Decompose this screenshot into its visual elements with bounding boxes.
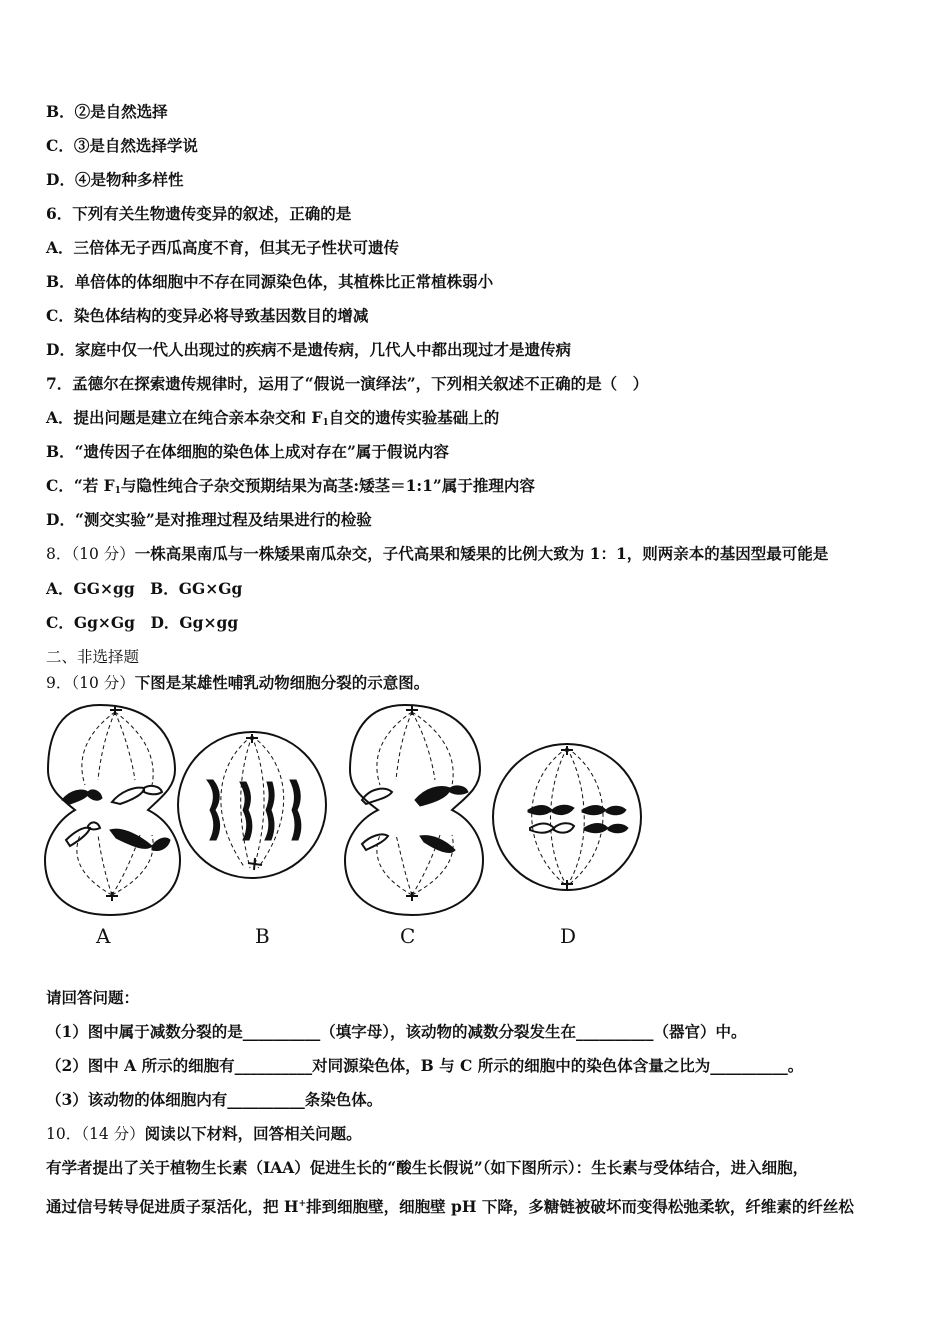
q9-stem: [46, 673, 429, 693]
q10-stem: [46, 1124, 362, 1144]
q6-stem: 6．下列有关生物遗传变异的叙述，正确的是: [46, 204, 352, 223]
cell-c-outline: [345, 705, 483, 915]
q9-part-3: （3）该动物的体细胞内有__________条染色体。: [46, 1090, 383, 1109]
cell-d-outline: [493, 744, 641, 890]
q8-text: 一株高果南瓜与一株矮果南瓜杂交，子代高果和矮果的比例大致为 1：1，则两亲本的基因型最可能是: [134, 544, 829, 563]
section-heading: 二、非选择题: [46, 648, 140, 666]
cell-b-outline: [178, 732, 326, 878]
label-d: D: [560, 924, 577, 948]
q7c-text-post: 与隐性纯合子杂交预期结果为高茎:矮茎＝1:1”属于推理内容: [120, 476, 535, 495]
q7-option-a: [46, 408, 499, 433]
q5-option-b: B．②是自然选择: [46, 102, 168, 121]
q10-text: 阅读以下材料，回答相关问题。: [144, 1124, 362, 1143]
label-b: B: [255, 924, 270, 948]
q8-number: 8．（10 分）: [46, 545, 135, 563]
q10-p2-superscript: +: [298, 1199, 307, 1209]
q8-stem: [46, 544, 828, 564]
cell-division-figure: [40, 700, 660, 955]
q6-option-a: A．三倍体无子西瓜高度不育，但其无子性状可遗传: [46, 238, 400, 257]
q7a-text-post: 自交的遗传实验基础上的: [328, 408, 500, 427]
q9-text: 下图是某雄性哺乳动物细胞分裂的示意图。: [134, 673, 430, 692]
q7-stem: 7．孟德尔在探索遗传规律时，运用了“假说一演绎法”，下列相关叙述不正确的是（ ）: [46, 374, 649, 393]
q6-option-d: D．家庭中仅一代人出现过的疾病不是遗传病，几代人中都出现过才是遗传病: [46, 340, 571, 359]
q5-option-d: D．④是物种多样性: [46, 170, 184, 189]
q10-p2-pre: 通过信号转导促进质子泵活化，把 H: [46, 1197, 299, 1216]
q6-option-b: B．单倍体的体细胞中不存在同源染色体，其植株比正常植株弱小: [46, 272, 494, 291]
q10-paragraph-line1: 有学者提出了关于植物生长素（IAA）促进生长的“酸生长假说”（如下图所示）：生长素与受体结合，进入细胞，: [46, 1158, 809, 1177]
q10-p2-post: 排到细胞壁，细胞壁 pH 下降，多糖链被破坏而变得松弛柔软，纤维素的纤丝松: [306, 1197, 854, 1216]
q5-option-c: C．③是自然选择学说: [46, 136, 198, 155]
q7-option-b: B．“遗传因子在体细胞的染色体上成对存在”属于假说内容: [46, 442, 449, 461]
q7-option-d: D．“测交实验”是对推理过程及结果进行的检验: [46, 510, 372, 529]
q10-number: 10．（14 分）: [46, 1125, 145, 1143]
q7-option-c: [46, 476, 535, 501]
q8-options-cd: C．Gg×Gg D．Gg×gg: [46, 613, 239, 632]
label-a: A: [96, 924, 111, 948]
q9-part-2: （2）图中 A 所示的细胞有__________对同源染色体，B 与 C 所示的细胞中的染色体含量之比为__________。: [46, 1056, 804, 1075]
q9-part-1: （1）图中属于减数分裂的是__________（填字母），该动物的减数分裂发生在__________（器官）中。: [46, 1022, 747, 1041]
q7c-text-pre: C．“若 F: [46, 476, 115, 495]
q9-prompt: 请回答问题：: [46, 988, 140, 1007]
q6-option-c: C．染色体结构的变异必将导致基因数目的增减: [46, 306, 369, 325]
q9-number: 9．（10 分）: [46, 674, 135, 692]
cell-a-outline: [45, 705, 180, 915]
label-c: C: [400, 924, 416, 948]
q7c-subscript: 1: [114, 486, 121, 496]
q7a-subscript: 1: [322, 418, 329, 428]
q8-options-ab: A．GG×gg B．GG×Gg: [46, 579, 243, 598]
q7a-text-pre: A．提出问题是建立在纯合亲本杂交和 F: [46, 408, 323, 427]
q10-paragraph-line2: [46, 1194, 854, 1217]
